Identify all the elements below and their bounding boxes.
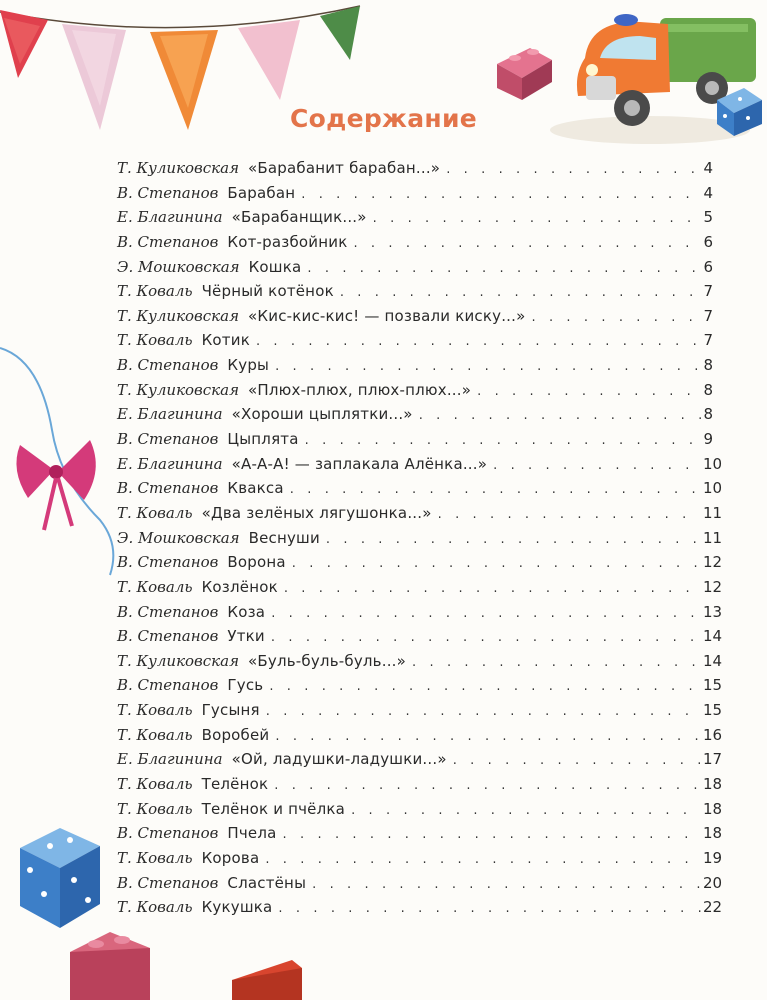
toc-page-number: 15: [703, 701, 723, 720]
toc-page-number: 16: [703, 725, 723, 744]
toc-work-title: «Кис-кис-кис! — позвали киску...»: [248, 306, 526, 325]
toc-work-title: Кот-разбойник: [227, 232, 348, 251]
toc-page-number: 7: [703, 306, 713, 325]
dot-leader: [269, 675, 701, 700]
toc-entry: [117, 353, 713, 378]
toc-entry: [117, 304, 713, 329]
toc-work-title: Утки: [227, 627, 265, 646]
toc-entry: [117, 181, 713, 206]
blue-dice-large: [20, 828, 100, 928]
dot-leader: [351, 799, 701, 824]
toc-author: Т. Коваль: [117, 503, 193, 522]
toc-author: В. Степанов: [117, 824, 219, 843]
toc-page-number: 17: [703, 750, 723, 769]
toc-work-title: Куры: [227, 356, 270, 375]
toc-author: Т. Коваль: [117, 331, 193, 350]
toc-author: В. Степанов: [117, 479, 219, 498]
dot-leader: [271, 602, 701, 627]
toc-work-title: Воробей: [201, 725, 270, 744]
toc-entry: [117, 501, 723, 526]
toc-author: Э. Мошковская: [117, 528, 240, 547]
toc-author: В. Степанов: [117, 553, 219, 572]
dot-leader: [301, 183, 701, 208]
toc-entry: [117, 427, 713, 452]
toc-entry: [117, 230, 713, 255]
toc-entry: [117, 895, 723, 920]
toc-entry: [117, 526, 723, 551]
toc-page-number: 10: [703, 454, 723, 473]
toc-page-number: 8: [703, 356, 713, 375]
toc-work-title: Козлёнок: [201, 577, 278, 596]
dot-leader: [493, 454, 701, 479]
toc-work-title: Чёрный котёнок: [201, 282, 334, 301]
toc-entry: [117, 600, 723, 625]
toc-page-number: 20: [703, 873, 723, 892]
toc-author: Т. Коваль: [117, 799, 193, 818]
dot-leader: [265, 848, 701, 873]
toc-author: Т. Коваль: [117, 898, 193, 917]
toc-author: В. Степанов: [117, 627, 219, 646]
toc-work-title: «Барабанит барабан...»: [248, 159, 441, 177]
toc-entry: [117, 378, 713, 403]
bottom-toy-bricks: [70, 932, 302, 1000]
toc-entry: [117, 624, 723, 649]
toc-entry: [117, 821, 723, 846]
toc-author: Е. Благинина: [117, 750, 223, 769]
toc-author: В. Степанов: [117, 676, 219, 695]
toc-work-title: Котик: [201, 331, 250, 350]
toc-work-title: Пчела: [227, 824, 277, 843]
toc-work-title: Ворона: [227, 553, 286, 572]
dot-leader: [419, 404, 701, 429]
dot-leader: [453, 749, 701, 774]
dot-leader: [305, 429, 701, 454]
dot-leader: [446, 158, 701, 183]
toc-entry: [117, 846, 723, 871]
toc-work-title: Телёнок и пчёлка: [201, 799, 346, 818]
pink-toy-brick: [497, 48, 552, 100]
dot-leader: [283, 823, 701, 848]
toc-work-title: Телёнок: [201, 775, 269, 794]
dot-leader: [532, 306, 702, 331]
toc-author: Т. Куликовская: [117, 159, 240, 177]
toc-author: В. Степанов: [117, 232, 219, 251]
toc-work-title: Гусыня: [201, 701, 260, 720]
toc-entry: [117, 747, 723, 772]
toc-author: Е. Благинина: [117, 405, 223, 424]
dot-leader: [278, 897, 701, 922]
toc-entry: [117, 476, 723, 501]
dot-leader: [373, 207, 701, 232]
dot-leader: [271, 626, 701, 651]
toc-entry: [117, 649, 723, 674]
toc-page-number: 7: [703, 282, 713, 301]
toc-entry: [117, 772, 723, 797]
toc-author: Т. Куликовская: [117, 306, 240, 325]
toc-work-title: Кукушка: [201, 898, 273, 917]
toc-author: Т. Коваль: [117, 848, 193, 867]
toc-entry: [117, 255, 713, 280]
toc-page-number: 8: [703, 380, 713, 399]
ribbon-bow-decoration: [0, 348, 113, 575]
dot-leader: [290, 478, 701, 503]
toc-author: В. Степанов: [117, 183, 219, 202]
dot-leader: [477, 380, 701, 405]
table-of-contents: [117, 156, 723, 920]
toc-page-number: 18: [703, 775, 723, 794]
toc-author: В. Степанов: [117, 430, 219, 449]
dot-leader: [292, 552, 701, 577]
toc-entry: [117, 550, 723, 575]
toc-entry: [117, 402, 713, 427]
toc-work-title: «Хороши цыплятки...»: [231, 405, 413, 424]
toc-author: Э. Мошковская: [117, 257, 240, 276]
toc-page-number: 13: [703, 602, 723, 621]
toc-page-number: 4: [703, 159, 713, 177]
toc-author: В. Степанов: [117, 873, 219, 892]
dot-leader: [284, 577, 701, 602]
toc-author: Т. Коваль: [117, 725, 193, 744]
toc-work-title: «Плюх-плюх, плюх-плюх...»: [248, 380, 472, 399]
toc-work-title: Веснуши: [248, 528, 320, 547]
toc-author: Т. Куликовская: [117, 651, 240, 670]
dot-leader: [312, 873, 701, 898]
toc-page-number: 8: [703, 405, 713, 424]
toc-page-number: 12: [703, 553, 723, 572]
dot-leader: [438, 503, 701, 528]
toc-page-number: 14: [703, 627, 723, 646]
dot-leader: [275, 355, 701, 380]
toc-page-number: 12: [703, 577, 723, 596]
toc-author: В. Степанов: [117, 356, 219, 375]
toc-work-title: «Буль-буль-буль...»: [248, 651, 407, 670]
toc-author: Т. Коваль: [117, 775, 193, 794]
toc-entry: [117, 452, 723, 477]
toc-entry: [117, 871, 723, 896]
toc-work-title: Кошка: [248, 257, 302, 276]
toc-page-number: 11: [703, 528, 723, 547]
toc-author: Е. Благинина: [117, 208, 223, 227]
toc-work-title: Цыплята: [227, 430, 299, 449]
toc-page-number: 4: [703, 183, 713, 202]
toc-work-title: Квакса: [227, 479, 284, 498]
dot-leader: [340, 281, 701, 306]
toc-entry: [117, 205, 713, 230]
dot-leader: [326, 528, 701, 553]
toc-work-title: Корова: [201, 848, 260, 867]
toc-entry: [117, 156, 713, 181]
dot-leader: [353, 232, 701, 257]
toc-author: Т. Куликовская: [117, 380, 240, 399]
toc-author: В. Степанов: [117, 602, 219, 621]
toc-author: Т. Коваль: [117, 577, 193, 596]
toc-page-number: 6: [703, 232, 713, 251]
toc-page-number: 19: [703, 848, 723, 867]
dot-leader: [412, 651, 701, 676]
toc-entry: [117, 328, 713, 353]
dot-leader: [275, 725, 701, 750]
toc-page-number: 18: [703, 799, 723, 818]
toc-work-title: Коза: [227, 602, 266, 621]
toc-entry: [117, 797, 723, 822]
toc-author: Е. Благинина: [117, 454, 223, 473]
toc-work-title: Сластёны: [227, 873, 307, 892]
toc-page-number: 5: [703, 208, 713, 227]
toc-entry: [117, 723, 723, 748]
toc-page-number: 6: [703, 257, 713, 276]
toc-page-number: 14: [703, 651, 723, 670]
toc-page-number: 9: [703, 430, 713, 449]
dot-leader: [266, 700, 701, 725]
dot-leader: [256, 330, 701, 355]
toc-page-number: 15: [703, 676, 723, 695]
toc-work-title: Гусь: [227, 676, 264, 695]
toc-page-number: 11: [703, 503, 723, 522]
toc-page-number: 22: [703, 898, 723, 917]
dot-leader: [274, 774, 701, 799]
toc-author: Т. Коваль: [117, 282, 193, 301]
page-title: Содержание: [289, 104, 478, 133]
toc-work-title: «Ой, ладушки-ладушки...»: [231, 750, 447, 769]
toc-entry: [117, 673, 723, 698]
toc-entry: [117, 279, 713, 304]
toc-work-title: «А-А-А! — заплакала Алёнка...»: [231, 454, 488, 473]
toc-page-number: 10: [703, 479, 723, 498]
toc-work-title: «Барабанщик...»: [231, 208, 367, 227]
toc-entry: [117, 698, 723, 723]
toc-work-title: «Два зелёных лягушонка...»: [201, 503, 432, 522]
toc-entry: [117, 575, 723, 600]
dot-leader: [307, 257, 701, 282]
toc-author: Т. Коваль: [117, 701, 193, 720]
toc-page-number: 18: [703, 824, 723, 843]
toc-page-number: 7: [703, 331, 713, 350]
toc-work-title: Барабан: [227, 183, 296, 202]
